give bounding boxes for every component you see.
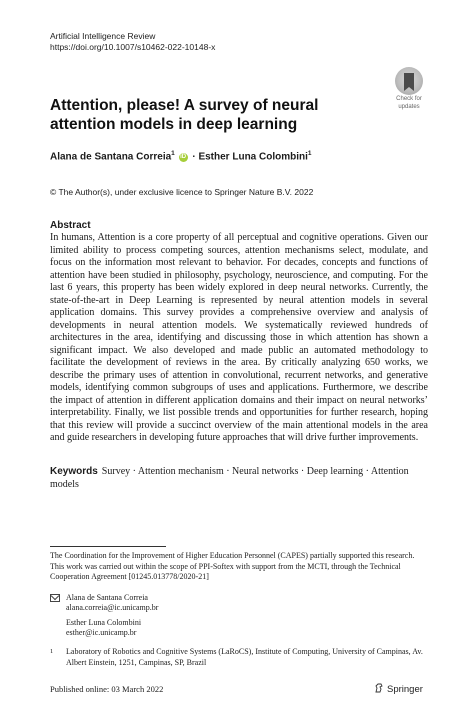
crossmark-label-line2: updates (398, 104, 420, 110)
affiliation-text: Laboratory of Robotics and Cognitive Systems (LaRoCS), Institute of Computing, University of Campinas, Av. Albert Einstein, 1251, Campinas, SP, Brazil (66, 647, 423, 667)
abstract-text: In humans, Attention is a core property of all perceptual and cognitive operations. Given our limited ability to process competing sources, attention mechanisms select, modulate, and focus on the information most relevant to behavior. For decades, concepts and functions of attention have been studied in philosophy, psychology, neuroscience, and computing. For the last 6 years, this property has been widely explored in deep neural networks. Currently, the state-of-the-art in Deep Learning is represented by neural attention models in several application domains. This survey provides a comprehensive overview and analysis of developments in neural attention models. We systematically reviewed hundreds of architectures in the area, identifying and discussing those in which attention has shown a significant impact. We also developed and made public an automated methodology to facilitate the development of reviews in the area. By critically analyzing 650 works, we describe the primary uses of attention in convolutional, recurrent networks, and generative models, identifying common subgroups of uses and applications. Furthermore, we describe the impact of attention in different application domains and their impact on neural networks’ interpretability. Finally, we list possible trends and opportunities for further research, hoping that this review will provide a succinct overview of the main attentional models in the area and guide researchers in developing future approaches that will drive further improvements. (50, 232, 428, 443)
coauthor-name: Esther Luna Colombini (66, 618, 142, 627)
funding-footnote: The Coordination for the Improvement of Higher Education Personnel (CAPES) partially supported this research. This work was carried out within the scope of PPI-Softex with support from the MCTI, through the Technical Cooperation Agreement [01245.013778/2020-21] (50, 551, 415, 581)
keywords-heading: Keywords (50, 466, 98, 477)
affiliation-marker: 1 (307, 150, 312, 157)
footnote-divider (50, 546, 166, 547)
paper-title: Attention, please! A survey of neural attention models in deep learning (50, 97, 319, 133)
publisher-logo (374, 683, 423, 695)
author-name[interactable]: Alana de Santana Correia (50, 151, 172, 163)
orcid-icon[interactable]: iD (180, 154, 187, 161)
keywords-section (50, 466, 428, 491)
envelope-icon (50, 594, 60, 602)
coauthor-email[interactable]: esther@ic.unicamp.br (66, 628, 137, 638)
publication-date: Published online: 03 March 2022 (50, 684, 164, 694)
corresponding-author-email[interactable]: alana.correia@ic.unicamp.br (66, 603, 159, 613)
springer-horse-icon (374, 683, 384, 693)
author-separator: · (189, 151, 199, 163)
affiliation (50, 647, 430, 668)
doi-link[interactable]: https://doi.org/10.1007/s10462-022-10148-x (50, 42, 216, 52)
abstract-heading: Abstract (50, 220, 91, 231)
check-for-updates-badge[interactable] (392, 67, 426, 111)
author-name[interactable]: Esther Luna Colombini (198, 151, 308, 163)
affiliation-marker: 1 (171, 150, 175, 157)
affiliation-number: 1 (50, 648, 54, 655)
publisher-name: Springer (387, 684, 423, 695)
crossmark-label-line1: Check for (396, 96, 422, 102)
journal-name: Artificial Intelligence Review (50, 31, 156, 41)
copyright-notice: © The Author(s), under exclusive licence to Springer Nature B.V. 2022 (50, 187, 314, 197)
crossmark-icon (395, 67, 423, 95)
author-list (50, 150, 312, 162)
corresponding-author-name: Alana de Santana Correia (66, 593, 148, 602)
keywords-list: Survey · Attention mechanism · Neural networks · Deep learning · Attention models (50, 466, 409, 490)
journal-header (50, 31, 215, 53)
